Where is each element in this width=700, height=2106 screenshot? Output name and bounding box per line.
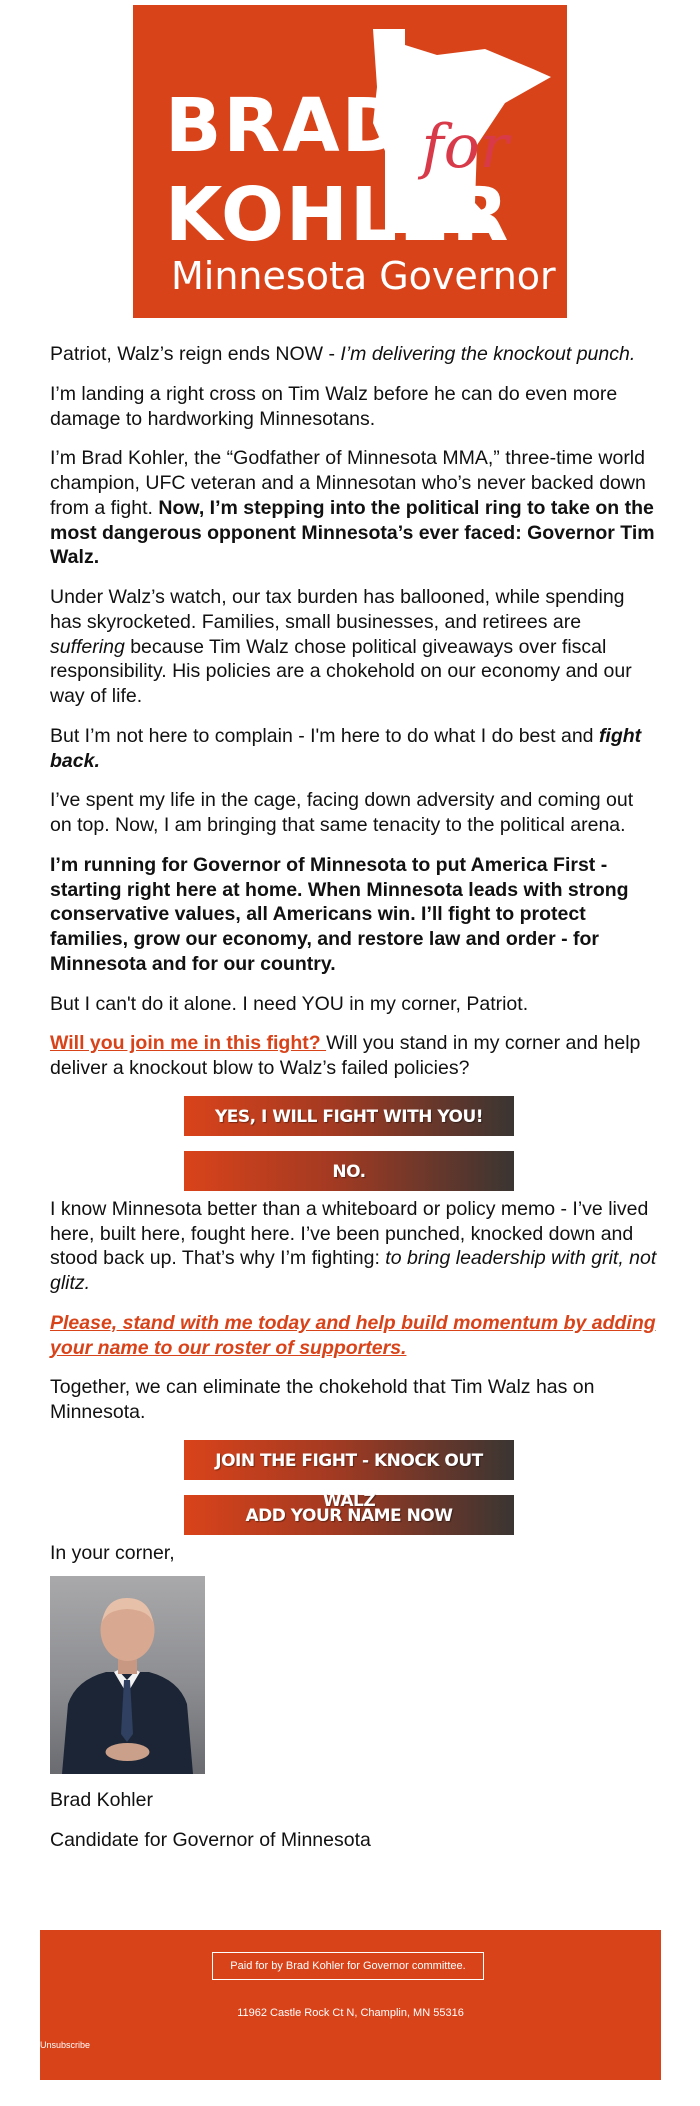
- paragraph-cage: I’ve spent my life in the cage, facing down adversity and coming out on top. Now, I am bringing that same tenacity to the political arena.: [50, 789, 634, 836]
- signature-title: Candidate for Governor of Minnesota: [50, 1828, 371, 1851]
- no-button[interactable]: NO.: [184, 1151, 514, 1191]
- logo-for-script: for: [421, 112, 509, 182]
- logo-first-name: BRAD: [165, 83, 406, 169]
- paragraph-know-minnesota: I know Minnesota better than a whiteboard or policy memo - I’ve lived here, built here, fought here. I’ve been punched, knocked down and stood back up. That’s why I’m fighting: to bring leadership with grit, not glitz.: [50, 1197, 657, 1294]
- join-fight-button[interactable]: JOIN THE FIGHT - KNOCK OUT: [184, 1440, 514, 1480]
- join-fight-link[interactable]: Will you join me in this fight?: [50, 1032, 327, 1055]
- paragraph-need-you: But I can't do it alone. I need YOU in my corner, Patriot.: [50, 992, 529, 1015]
- email-body: [50, 342, 658, 1868]
- add-name-button[interactable]: ADD YOUR NAME NOW: [184, 1495, 514, 1535]
- paragraph-stand-with-me: [50, 1311, 658, 1361]
- unsubscribe-link[interactable]: Unsubscribe: [40, 2040, 91, 2050]
- closing-line: In your corner,: [50, 1541, 175, 1564]
- committee-address: 11962 Castle Rock Ct N, Champlin, MN 55316: [237, 2007, 464, 2019]
- email-footer: [40, 1930, 661, 2080]
- logo-last-name: KOHLER: [165, 172, 511, 258]
- paragraph-america-first: I’m running for Governor of Minnesota to put America First - starting right here at home. When Minnesota leads with strong conservative values, all Americans win. I’ll fight to protect families, grow our economy, and restore law and order - for Minnesota and for our country.: [50, 853, 629, 975]
- campaign-logo: [133, 5, 567, 318]
- logo-subtitle: Minnesota Governor: [171, 254, 556, 298]
- paragraph-fight-back: But I’m not here to complain - I'm here to do what I do best and fight back.: [50, 724, 642, 772]
- paragraph-introduction: I’m Brad Kohler, the “Godfather of Minnesota MMA,” three-time world champion, UFC veteran and a Minnesotan who’s never backed down from a fight. Now, I’m stepping into the political ring to take on the most dangerous opponent Minnesota’s ever faced: Governor Tim Walz.: [50, 447, 655, 569]
- add-name-link[interactable]: Please, stand with me today and help build momentum by adding your name to our roster of supporters.: [50, 1311, 656, 1359]
- signature-name: Brad Kohler: [50, 1788, 153, 1811]
- paragraph-join-question: Will you join me in this fight? Will you stand in my corner and help deliver a knockout blow to Walz’s failed policies?: [50, 1032, 641, 1079]
- paragraph-tax-burden: Under Walz’s watch, our tax burden has ballooned, while spending has skyrocketed. Families, small businesses, and retirees are suffering because Tim Walz chose political giveaways over fiscal responsibility. His policies are a chokehold on our economy and our way of life.: [50, 586, 632, 707]
- yes-fight-button[interactable]: YES, I WILL FIGHT WITH YOU!: [184, 1096, 514, 1136]
- candidate-photo: [50, 1576, 205, 1774]
- intro-paragraph: Patriot, Walz’s reign ends NOW - I’m delivering the knockout punch.: [50, 343, 636, 365]
- candidate-silhouette-icon: [50, 1576, 205, 1774]
- paid-for-disclaimer: Paid for by Brad Kohler for Governor committee.: [212, 1952, 484, 1980]
- paragraph-right-cross: I’m landing a right cross on Tim Walz before he can do even more damage to hardworking Minnesotans.: [50, 382, 618, 430]
- paragraph-chokehold: Together, we can eliminate the chokehold that Tim Walz has on Minnesota.: [50, 1376, 595, 1423]
